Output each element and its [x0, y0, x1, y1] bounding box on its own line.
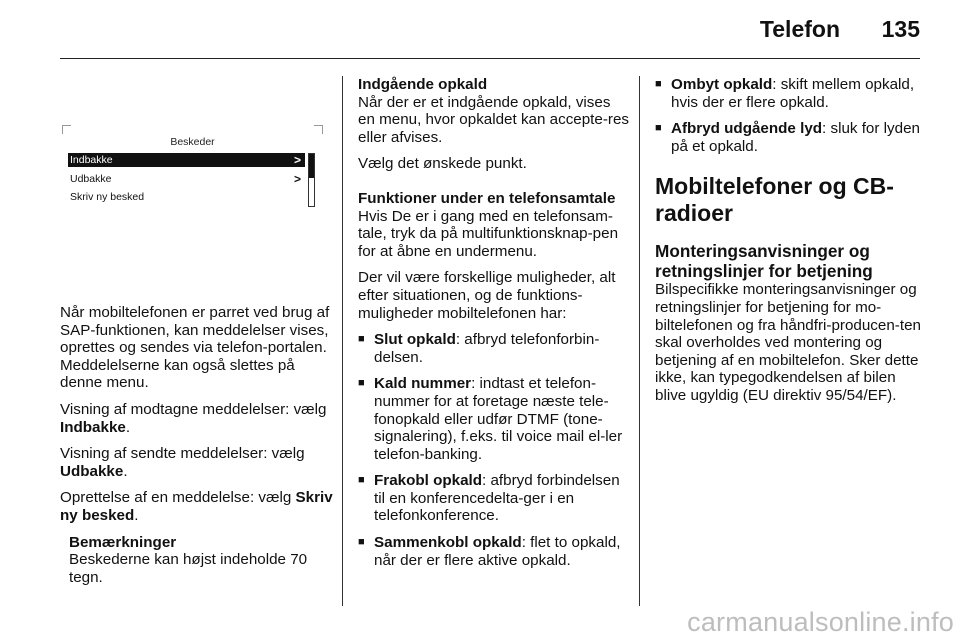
- watermark: carmanualsonline.info: [687, 607, 954, 637]
- option-term: Kald nummer: [374, 375, 472, 393]
- menu-item-label: Skriv ny besked: [70, 191, 145, 203]
- select-item-text: Vælg det ønskede punkt.: [358, 155, 527, 173]
- column-3: [655, 76, 923, 414]
- list-item: [358, 472, 630, 525]
- call-options-list: [358, 331, 630, 569]
- inbox-paragraph: [60, 401, 335, 436]
- scrollbar-thumb: [309, 154, 314, 178]
- frame-corner: [314, 125, 323, 134]
- messages-menu-figure: [60, 76, 325, 291]
- call-functions-text: Hvis De er i gang med en telefonsam-tale, tryk da på multifunktionsknap-pen for at åbne en undermenu.: [358, 207, 619, 260]
- new-message-paragraph: [60, 489, 335, 524]
- section-title: Telefon: [759, 16, 840, 42]
- outbox-paragraph: [60, 445, 335, 480]
- option-term: Frakobl opkald: [374, 472, 483, 490]
- column-divider-2: [639, 76, 640, 606]
- menu-item-label: Indbakke: [70, 154, 113, 166]
- screen-title: Beskeder: [170, 136, 215, 148]
- column-divider-1: [342, 76, 343, 606]
- outbox-term: Udbakke: [60, 462, 124, 480]
- list-item: [358, 534, 630, 569]
- menu-item-indbakke: [68, 153, 305, 167]
- outbox-period: .: [123, 462, 128, 480]
- option-description: : skift mellem opkald, hvis der er flere opkald.: [671, 76, 915, 111]
- note-text: Beskederne kan højst indeholde 70 tegn.: [69, 551, 308, 586]
- incoming-call-text: Når der er et indgående opkald, vises en menu, hvor opkaldet kan accepte-res eller afvises.: [358, 93, 630, 146]
- column-1: [60, 304, 335, 586]
- call-options-list-continued: [655, 76, 923, 155]
- menu-item-udbakke: [68, 172, 305, 186]
- chevron-right-icon: >: [293, 172, 301, 186]
- intro-paragraph: Når mobiltelefonen er parret ved brug af SAP-funktionen, kan meddelelser vises, oprettes og sendes via telefon-portalen. Meddelelserne kan også slettes på denne menu.: [60, 304, 330, 392]
- option-description: : indtast et telefon-nummer for at foretage næste tele-fonopkald eller udfør DTMF (tone-signalering), f.eks. til voice mail el-ler telefon-banking.: [374, 375, 623, 463]
- call-functions-heading: Funktioner under en telefonsamtale: [358, 189, 616, 207]
- subsection-heading: Monteringsanvisninger og retningslinjer for betjening: [655, 241, 873, 282]
- option-description: : afbryd forbindelsen til en konferencedelta-ger i en telefonkonference.: [374, 472, 620, 525]
- new-message-term: Skriv ny besked: [60, 489, 333, 524]
- option-term: Ombyt opkald: [671, 76, 773, 93]
- incoming-call-heading: Indgående opkald: [358, 76, 488, 93]
- chevron-right-icon: >: [293, 153, 301, 167]
- header-divider: [60, 58, 920, 59]
- option-term: Afbryd udgående lyd: [671, 120, 823, 138]
- inbox-term: Indbakke: [60, 418, 126, 436]
- list-item: [655, 120, 923, 155]
- page-number: 135: [881, 16, 920, 42]
- section-heading: Mobiltelefoner og CB-radioer: [655, 173, 894, 227]
- menu-item-label: Udbakke: [70, 173, 112, 185]
- column-2: [358, 76, 630, 578]
- option-term: Sammenkobl opkald: [374, 534, 522, 552]
- page-header: [0, 0, 960, 60]
- option-description: : sluk for lyden på et opkald.: [671, 120, 920, 155]
- option-description: : afbryd telefonforbin-delsen.: [374, 331, 600, 366]
- scrollbar: [308, 153, 315, 207]
- installation-text: Bilspecifikke monteringsanvisninger og retningslinjer for betjening for mo-biltelefonen og fra håndfri-producen-ten skal overholdes ved montering og betjening af en mobiltelefon. Sker dette ikke, kan typegodkendelsen af bilen blive ugyldig (EU direktiv 95/54/EF).: [655, 281, 921, 404]
- options-text: Der vil være forskellige muligheder, alt efter situationen, og de funktions-muligheder mobiltelefonen har:: [358, 269, 616, 322]
- inbox-text: Visning af modtagne meddelelser: vælg: [60, 400, 327, 418]
- list-item: [655, 76, 923, 111]
- new-message-text: Oprettelse af en meddelelse: vælg: [60, 489, 296, 507]
- frame-corner: [62, 125, 71, 134]
- option-term: Slut opkald: [374, 331, 456, 349]
- outbox-text: Visning af sendte meddelelser: vælg: [60, 445, 305, 463]
- menu-item-skriv-ny-besked: [68, 190, 305, 204]
- list-item: [358, 331, 630, 366]
- list-item: [358, 375, 630, 463]
- inbox-period: .: [125, 418, 131, 436]
- option-description: : flet to opkald, når der er flere aktive opkald.: [374, 534, 621, 569]
- new-message-period: .: [134, 506, 139, 524]
- note-title: Bemærkninger: [69, 533, 177, 551]
- note-block: [60, 534, 335, 587]
